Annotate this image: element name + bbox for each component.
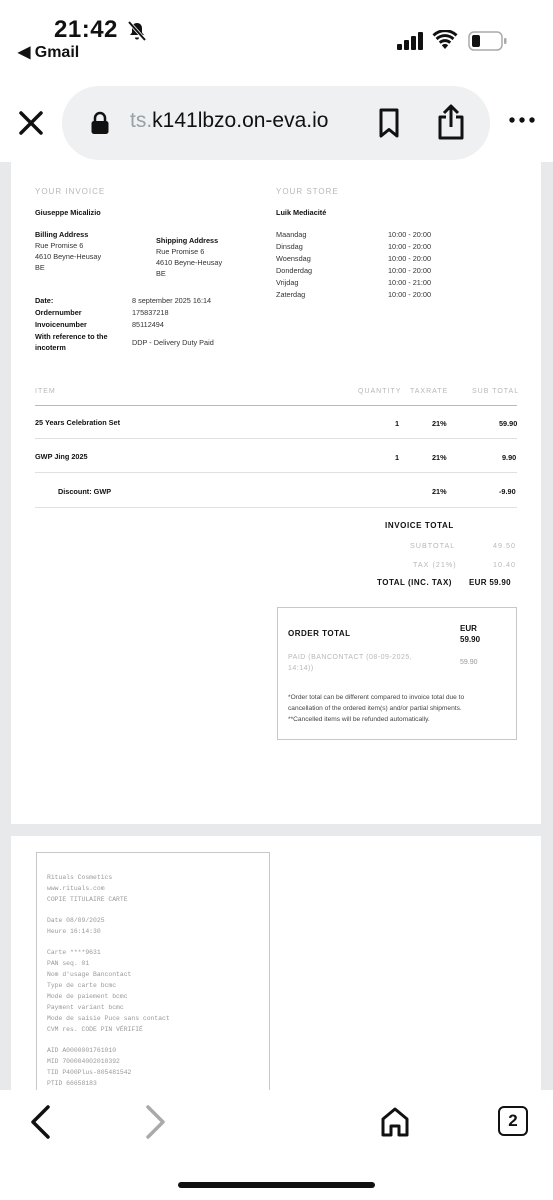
order-note-3: **Cancelled items will be refunded automatically.	[288, 716, 430, 723]
ordernumber-value: 175837218	[132, 308, 169, 317]
hours-time: 10:00 - 20:00	[388, 242, 432, 251]
receipt-line: CVM res. CODE PIN VÉRIFIÉ	[47, 1026, 143, 1033]
line-item-subtotal: 59.90	[499, 419, 518, 428]
invoicenumber-value: 85112494	[132, 320, 164, 329]
billing-line: BE	[35, 263, 45, 272]
total-inc-tax-value: EUR 59.90	[469, 578, 511, 587]
browser-url-row	[0, 70, 553, 162]
hours-time: 10:00 - 20:00	[388, 266, 432, 275]
receipt-line: www.rituals.com	[47, 885, 105, 892]
row-divider	[35, 507, 517, 508]
receipt-line: MID 700004002010392	[47, 1058, 120, 1065]
total-inc-tax-label: TOTAL (INC. TAX)	[377, 578, 452, 587]
line-item-tax: 21%	[432, 419, 447, 428]
tab-count-button[interactable]: 2	[498, 1106, 528, 1136]
col-quantity: QUANTITY	[358, 388, 402, 395]
tax-label: TAX (21%)	[413, 560, 457, 569]
receipt-line: PAN seq. 01	[47, 960, 90, 967]
subtotal-label: SUBTOTAL	[410, 541, 456, 550]
bell-muted-icon	[126, 20, 148, 42]
paid-amount: 59.90	[460, 659, 478, 666]
shipping-address-label: Shipping Address	[156, 236, 219, 245]
home-indicator	[178, 1182, 375, 1188]
item-table-header	[35, 388, 520, 406]
tax-value: 10.40	[493, 560, 516, 569]
url-bar[interactable]	[62, 86, 490, 160]
receipt-line: Rituals Cosmetics	[47, 874, 113, 881]
line-item-qty: 1	[395, 419, 400, 428]
close-icon[interactable]	[16, 108, 46, 138]
billing-line: Rue Promise 6	[35, 241, 84, 250]
hours-day: Donderdag	[276, 266, 313, 275]
url-text[interactable]	[130, 109, 362, 133]
receipt-line: TID P400Plus-805481542	[47, 1069, 132, 1076]
incoterm-value: DDP - Delivery Duty Paid	[132, 338, 214, 347]
row-divider	[35, 472, 517, 473]
order-total-title: ORDER TOTAL	[288, 629, 351, 638]
shipping-line: 4610 Beyne-Heusay	[156, 258, 223, 267]
line-item-name: 25 Years Celebration Set	[35, 418, 121, 427]
line-item-subtotal: 9.90	[502, 453, 517, 462]
receipt-line: Carte ****9631	[47, 949, 101, 956]
receipt-line: Date 08/09/2025	[47, 917, 105, 924]
receipt-line: COPIE TITULAIRE CARTE	[47, 896, 128, 903]
date-value: 8 september 2025 16:14	[132, 296, 212, 305]
shipping-line: BE	[156, 269, 166, 278]
receipt-line: Heure 16:14:30	[47, 928, 101, 935]
hours-time: 10:00 - 21:00	[388, 278, 432, 287]
row-divider	[35, 438, 517, 439]
back-arrow-icon[interactable]	[28, 1104, 52, 1140]
col-item: ITEM	[35, 388, 56, 395]
line-item-tax: 21%	[432, 453, 447, 462]
billing-line: 4610 Beyne-Heusay	[35, 252, 102, 261]
url-text-domain: k141lbzo.on-eva.io	[152, 109, 329, 132]
order-note-1: *Order total can be different compared to invoice total due to	[288, 694, 465, 701]
receipt-line: AID A0000001761010	[47, 1047, 117, 1054]
hours-day: Zaterdag	[276, 290, 306, 299]
customer-name: Giuseppe Micalizio	[35, 208, 101, 217]
payment-receipt-page	[11, 836, 541, 1090]
receipt-line: Type de carte bcmc	[47, 982, 117, 989]
your-invoice-label: YOUR INVOICE	[35, 187, 106, 196]
discount-amount: -9.90	[499, 487, 516, 496]
hours-day: Vrijdag	[276, 278, 299, 287]
browser-toolbar	[0, 1090, 553, 1200]
ordernumber-label: Ordernumber	[35, 308, 82, 317]
receipt-line: Mode de paiement bcmc	[47, 993, 128, 1000]
billing-address-label: Billing Address	[35, 230, 89, 239]
line-item-qty: 1	[395, 453, 400, 462]
paid-method-line1: PAID (BANCONTACT (08-09-2025,	[288, 654, 413, 661]
home-icon[interactable]	[380, 1106, 410, 1138]
store-name: Luik Mediacité	[276, 208, 327, 217]
back-to-app-link[interactable]: ◀ Gmail	[18, 44, 80, 61]
discount-name: Discount: GWP	[58, 487, 112, 496]
hours-day: Dinsdag	[276, 242, 303, 251]
line-item-name: GWP Jing 2025	[35, 452, 88, 461]
url-text-faded: ts.	[130, 109, 153, 132]
card-receipt	[36, 852, 270, 1090]
status-bar	[0, 0, 553, 70]
receipt-line: PTID 66658183	[47, 1080, 97, 1087]
hours-day: Woensdag	[276, 254, 311, 263]
invoice-total-title: INVOICE TOTAL	[385, 521, 454, 530]
discount-tax: 21%	[432, 487, 447, 496]
cellular-signal-icon	[397, 32, 425, 50]
battery-icon	[468, 30, 508, 52]
shipping-line: Rue Promise 6	[156, 247, 205, 256]
hours-time: 10:00 - 20:00	[388, 230, 432, 239]
col-taxrate: TAXRATE	[410, 388, 449, 395]
hours-time: 10:00 - 20:00	[388, 290, 432, 299]
hours-day: Maandag	[276, 230, 307, 239]
lock-icon	[90, 111, 110, 135]
hours-time: 10:00 - 20:00	[388, 254, 432, 263]
order-total-currency: EUR	[460, 624, 477, 633]
invoicenumber-label: Invoicenumber	[35, 320, 87, 329]
forward-arrow-icon[interactable]	[144, 1104, 168, 1140]
receipt-line: Nom d'usage Bancontact	[47, 971, 132, 978]
web-page-content[interactable]	[0, 162, 553, 1090]
receipt-line: Mode de saisie Puce sans contact	[47, 1015, 170, 1022]
receipt-line: Payment variant bcmc	[47, 1004, 124, 1011]
wifi-icon	[432, 30, 458, 50]
order-note-2: cancellation of the ordered item(s) and/or partial shipments.	[288, 705, 462, 712]
incoterm-label: With reference to the	[35, 332, 108, 341]
incoterm-label-2: incoterm	[35, 343, 66, 352]
your-store-label: YOUR STORE	[276, 187, 339, 196]
bookmark-icon[interactable]	[378, 108, 400, 138]
more-options-icon[interactable]	[508, 110, 536, 130]
subtotal-value: 49.50	[493, 541, 516, 550]
date-label: Date:	[35, 296, 54, 305]
share-icon[interactable]	[436, 104, 466, 140]
invoice-page	[11, 162, 541, 824]
col-subtotal: SUB TOTAL	[472, 388, 520, 395]
order-total-amount: 59.90	[460, 635, 481, 644]
order-total-box	[277, 607, 517, 740]
paid-method-line2: 14:14))	[288, 665, 314, 672]
status-time: 21:42	[54, 16, 118, 43]
